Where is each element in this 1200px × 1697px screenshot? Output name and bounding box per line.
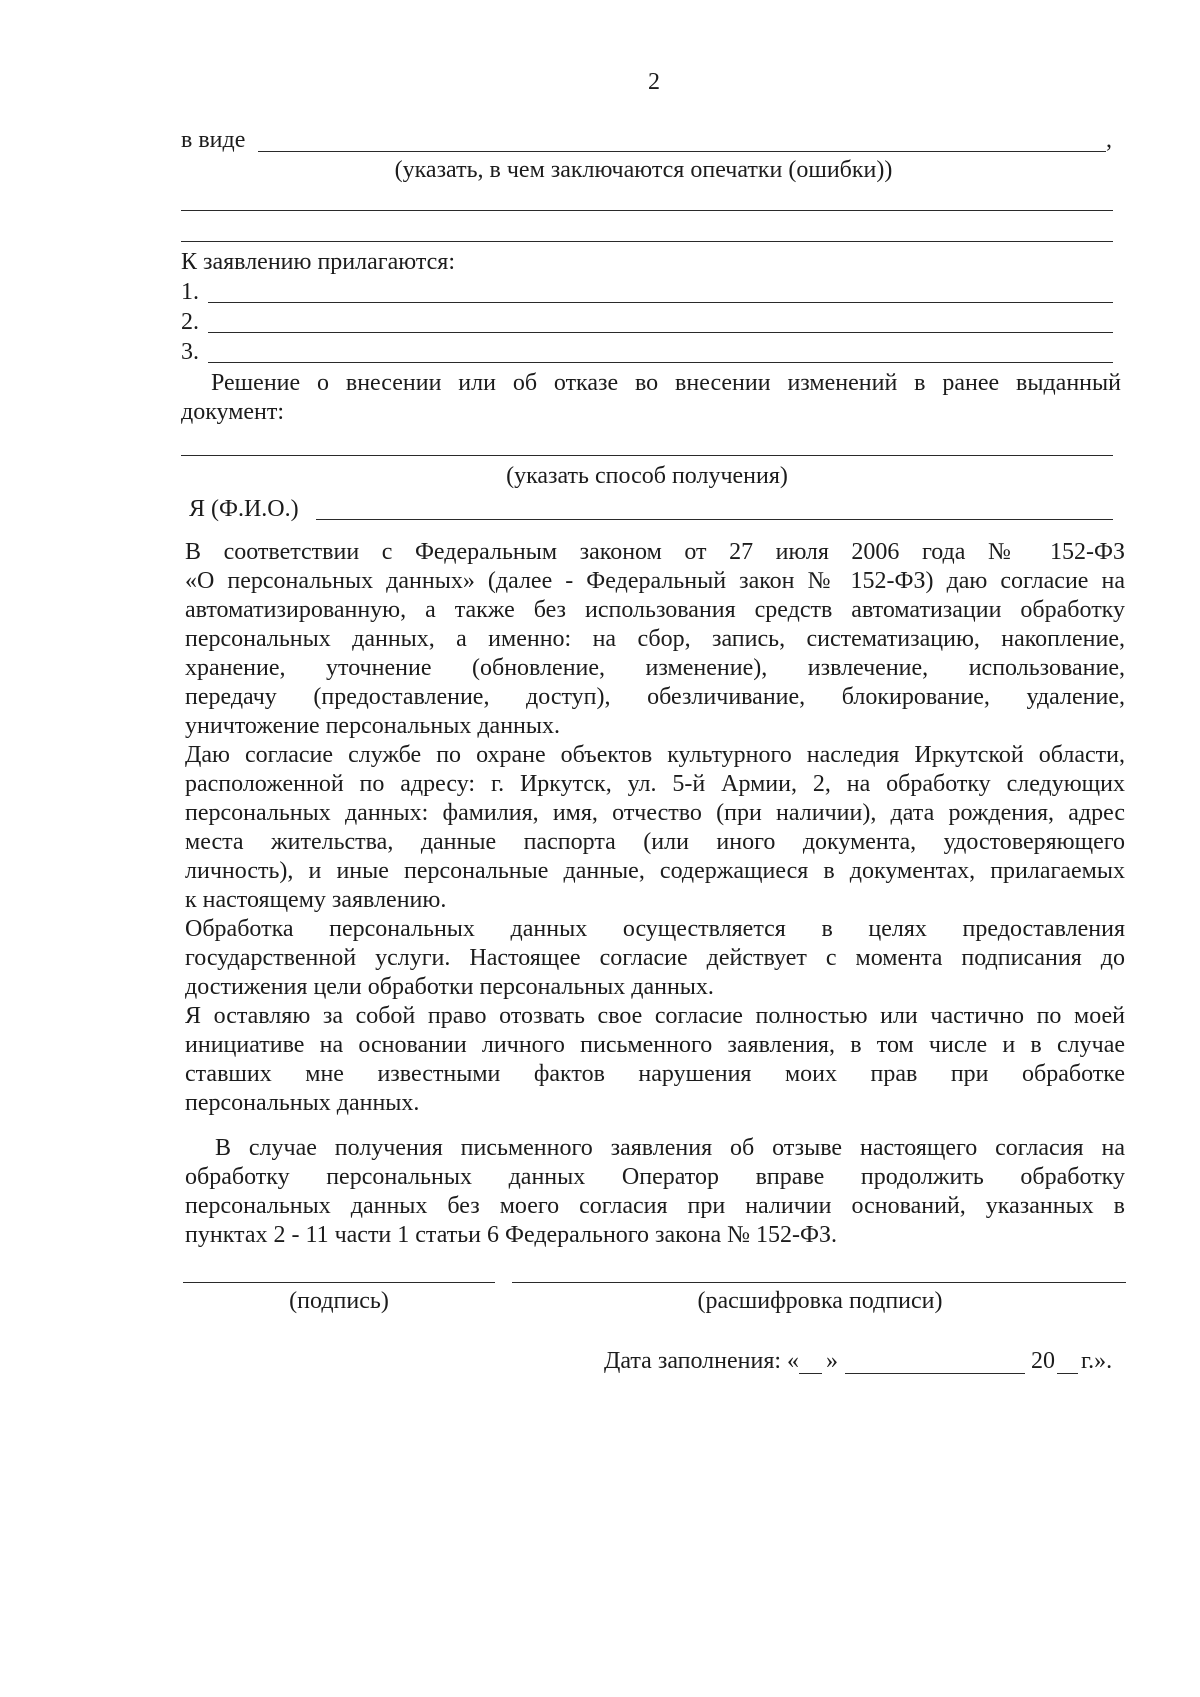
date-label: Дата заполнения: «	[604, 1348, 800, 1374]
attachment-line-3[interactable]	[208, 362, 1113, 363]
consent-line: инициативе на основании личного письменного заявления, в том числе и в случае	[185, 1032, 1125, 1058]
consent-line: автоматизированную, а также без использования средств автоматизации обработку	[185, 597, 1125, 623]
consent-line: В случае получения письменного заявления об отзыве настоящего согласия на	[215, 1135, 1125, 1161]
consent-line: ставших мне известными фактов нарушения моих прав при обработке	[185, 1061, 1125, 1087]
consent-line: персональных данных, а именно: на сбор, запись, систематизацию, накопление,	[185, 626, 1125, 652]
errors-field-hint: (указать, в чем заключаются опечатки (ошибки))	[394, 157, 893, 183]
receipt-method-line[interactable]	[181, 455, 1113, 456]
consent-paragraph-5	[185, 1134, 1125, 1250]
consent-line: достижения цели обработки персональных данных.	[185, 974, 714, 1000]
consent-line: Я оставляю за собой право отозвать свое согласие полностью или частично по моей	[185, 1003, 1125, 1029]
consent-paragraph-1	[185, 538, 1125, 741]
attachments-title: К заявлению прилагаются:	[181, 249, 456, 275]
consent-line: государственной услуги. Настоящее согласие действует с момента подписания до	[185, 945, 1125, 971]
consent-line: к настоящему заявлению.	[185, 887, 447, 913]
consent-line: пунктах 2 - 11 части 1 статьи 6 Федерального закона № 152-ФЗ.	[185, 1222, 837, 1248]
consent-line: хранение, уточнение (обновление, изменение), извлечение, использование,	[185, 655, 1125, 681]
date-year-suffix: г.».	[1081, 1348, 1113, 1374]
consent-line: Даю согласие службе по охране объектов культурного наследия Иркутской области,	[185, 742, 1125, 768]
consent-paragraph-3	[185, 915, 1125, 1002]
attachment-number-1: 1.	[181, 279, 199, 305]
date-year-line[interactable]	[1057, 1373, 1078, 1374]
decision-line: документ:	[181, 399, 285, 425]
consent-line: обработку персональных данных Оператор вправе продолжить обработку	[185, 1164, 1125, 1190]
consent-paragraph-2	[185, 741, 1125, 915]
consent-line: персональных данных.	[185, 1090, 420, 1116]
date-close-quote: »	[826, 1348, 838, 1374]
consent-line: персональных данных без моего согласия при наличии оснований, указанных в	[185, 1193, 1125, 1219]
consent-line: расположенной по адресу: г. Иркутск, ул. 5-й Армии, 2, на обработку следующих	[185, 771, 1125, 797]
errors-trailing-comma: ,	[1106, 127, 1112, 153]
page-number: 2	[648, 69, 660, 95]
date-year-prefix: 20	[1031, 1348, 1055, 1374]
consent-line: персональных данных: фамилия, имя, отчество (при наличии), дата рождения, адрес	[185, 800, 1125, 826]
attachment-number-2: 2.	[181, 309, 199, 335]
consent-line: места жительства, данные паспорта (или иного документа, удостоверяющего	[185, 829, 1125, 855]
consent-line: личность), и иные персональные данные, содержащиеся в документах, прилагаемых	[185, 858, 1125, 884]
errors-extra-line-2[interactable]	[181, 241, 1113, 242]
attachment-line-1[interactable]	[208, 302, 1113, 303]
decision-paragraph	[181, 369, 1121, 427]
receipt-method-hint: (указать способ получения)	[506, 463, 788, 489]
date-day-line[interactable]	[799, 1373, 822, 1374]
errors-extra-line-1[interactable]	[181, 210, 1113, 211]
signature-line[interactable]	[183, 1282, 495, 1283]
signature-decoding-caption: (расшифровка подписи)	[697, 1288, 943, 1314]
errors-field-label: в виде	[181, 127, 246, 153]
attachment-number-3: 3.	[181, 339, 199, 365]
date-month-line[interactable]	[845, 1373, 1025, 1374]
fio-input-line[interactable]	[316, 519, 1113, 520]
consent-line: уничтожение персональных данных.	[185, 713, 561, 739]
consent-line: Обработка персональных данных осуществляется в целях предоставления	[185, 916, 1125, 942]
consent-line: В соответствии с Федеральным законом от 27 июля 2006 года № 152-ФЗ	[185, 539, 1125, 565]
consent-paragraph-4	[185, 1002, 1125, 1118]
signature-caption: (подпись)	[289, 1288, 389, 1314]
decision-line: Решение о внесении или об отказе во внесении изменений в ранее выданный	[211, 370, 1121, 396]
fio-label: Я (Ф.И.О.)	[189, 496, 299, 522]
attachment-line-2[interactable]	[208, 332, 1113, 333]
consent-line: «О персональных данных» (далее - Федеральный закон № 152-ФЗ) даю согласие на	[185, 568, 1125, 594]
consent-line: передачу (предоставление, доступ), обезличивание, блокирование, удаление,	[185, 684, 1125, 710]
signature-decoding-line[interactable]	[512, 1282, 1126, 1283]
errors-input-line[interactable]	[258, 151, 1106, 152]
